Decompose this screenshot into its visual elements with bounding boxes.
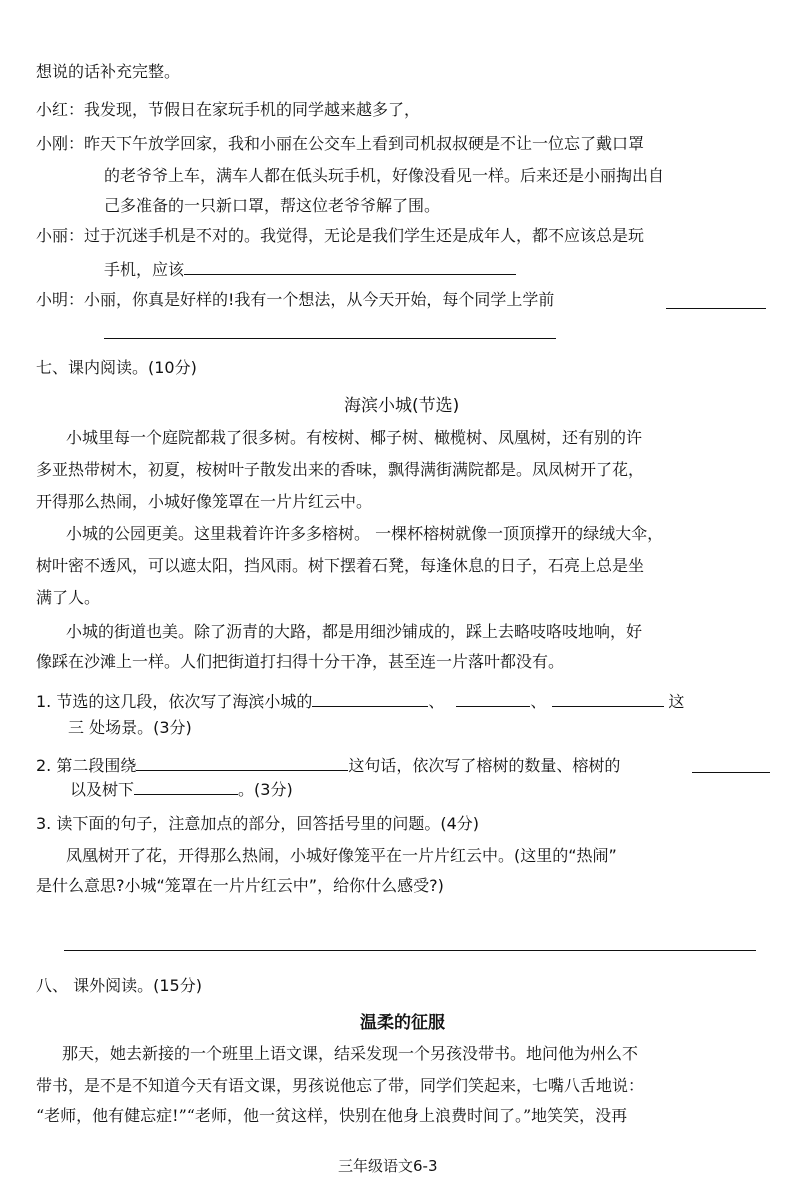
section7-heading: 七、课内阅读。(10分) bbox=[36, 358, 197, 377]
xiaoming-answer-blank-1[interactable] bbox=[666, 308, 766, 309]
s7-q3-line3: 是什么意思?小城“笼罩在一片片红云中”，给你什么感受?) bbox=[36, 876, 444, 895]
q2-prompt-end: 。(3分) bbox=[238, 780, 293, 799]
q1-prompt: 1. 节选的这几段，依次写了海滨小城的 bbox=[36, 692, 313, 711]
dialogue-intro: 想说的话补充完整。 bbox=[36, 62, 181, 81]
q1-blank-2[interactable] bbox=[456, 690, 530, 707]
s7-p3-line1: 小城的街道也美。除了沥青的大路，都是用细沙铺成的，踩上去略吱咯吱地响，好 bbox=[66, 622, 643, 641]
dialogue-xiaogang-line2: 的老爷爷上车，满车人都在低头玩手机，好像没看见一样。后来还是小丽掏出自 bbox=[104, 166, 665, 185]
xiaoming-prompt: 小明：小丽，你真是好样的!我有一个想法，从今天开始，每个同学上学前 bbox=[36, 290, 555, 309]
s7-p1-line2: 多亚热带树木，初夏，桉树叶子散发出来的香味，飘得满街满院都是。凤凤树开了花， bbox=[36, 460, 645, 479]
page-footer: 三年级语文6-3 bbox=[338, 1157, 438, 1175]
q2-blank-1[interactable] bbox=[136, 754, 348, 771]
s8-p1-line2: 带书，是不是不知道今天有语文课，男孩说他忘了带，同学们笑起来，七嘴八舌地说： bbox=[36, 1076, 645, 1095]
s7-q2-line1 bbox=[36, 754, 620, 776]
q2-prompt-mid: 这句话，依次写了榕树的数量、榕树的 bbox=[348, 756, 621, 775]
q1-separator-2: 、 bbox=[530, 692, 547, 711]
q1-separator-1: 、 bbox=[428, 692, 445, 711]
xiaoli-answer-blank[interactable] bbox=[184, 258, 516, 275]
section8-passage-title: 温柔的征服 bbox=[360, 1013, 445, 1033]
q2-blank-3[interactable] bbox=[134, 778, 238, 795]
q2-prompt-cont: 以及树下 bbox=[70, 780, 135, 799]
s7-q3-line1: 3. 读下面的句子，注意加点的部分，回答括号里的问题。(4分) bbox=[36, 814, 480, 833]
s7-p3-line2: 像踩在沙滩上一样。人们把街道打扫得十分干净，甚至连一片落叶都没有。 bbox=[36, 652, 565, 671]
s7-p2-line3: 满了人。 bbox=[36, 588, 101, 607]
dialogue-xiaohong: 小红：我发现，节假日在家玩手机的同学越来越多了， bbox=[36, 100, 421, 119]
dialogue-xiaogang-line3: 己多准备的一只新口罩，帮这位老爷爷解了围。 bbox=[104, 196, 441, 215]
s7-q1-line1 bbox=[36, 690, 684, 712]
s7-p2-line1: 小城的公园更美。这里栽着许许多多榕树。 一棵杯榕树就像一顶顶撑开的绿绒大伞， bbox=[66, 524, 664, 543]
q1-blank-3[interactable] bbox=[552, 690, 664, 707]
s7-q3-line2: 凤凰树开了花，开得那么热闹，小城好像笼平在一片片红云中。(这里的“热闹” bbox=[66, 846, 617, 865]
dialogue-xiaoli-line1: 小丽：过于沉迷手机是不对的。我觉得，无论是我们学生还是成年人，都不应该总是玩 bbox=[36, 226, 645, 245]
s8-p1-line3: “老师，他有健忘症!”“老师，他一贫这样，快别在他身上浪费时间了。”地笑笑，没再 bbox=[36, 1106, 628, 1125]
s7-p1-line3: 开得那么热闹，小城好像笼罩在一片片红云中。 bbox=[36, 492, 373, 511]
dialogue-xiaoli-line2 bbox=[104, 258, 516, 280]
q2-blank-2[interactable] bbox=[692, 772, 770, 773]
q2-prompt: 2. 第二段围绕 bbox=[36, 756, 137, 775]
xiaoli-prompt: 手机，应该 bbox=[104, 260, 185, 279]
s7-p2-line2: 树叶密不透风，可以遮太阳，挡风雨。树下摆着石凳，每逢休息的日子，石亮上总是坐 bbox=[36, 556, 645, 575]
s7-p1-line1: 小城里每一个庭院都栽了很多树。有桉树、椰子树、橄榄树、凤凰树，还有别的许 bbox=[66, 428, 643, 447]
dialogue-xiaogang-line1: 小刚：昨天下午放学回家，我和小丽在公交车上看到司机叔叔硬是不让一位忘了戴口罩 bbox=[36, 134, 645, 153]
dialogue-xiaoming-line1 bbox=[36, 290, 554, 310]
s7-q2-line2 bbox=[70, 778, 293, 800]
s8-p1-line1: 那天，她去新接的一个班里上语文课，结采发现一个另孩没带书。地问他为州么不 bbox=[62, 1044, 639, 1063]
section8-heading: 八、 课外阅读。(15分) bbox=[36, 976, 202, 995]
section7-passage-title: 海滨小城(节选) bbox=[344, 396, 460, 416]
q1-blank-1[interactable] bbox=[312, 690, 428, 707]
xiaoming-answer-blank-2[interactable] bbox=[104, 338, 556, 339]
q1-prompt-end: 这 bbox=[668, 692, 685, 711]
s7-q1-line2: 三 处场景。(3分) bbox=[68, 718, 192, 737]
q3-answer-line[interactable] bbox=[64, 950, 756, 951]
